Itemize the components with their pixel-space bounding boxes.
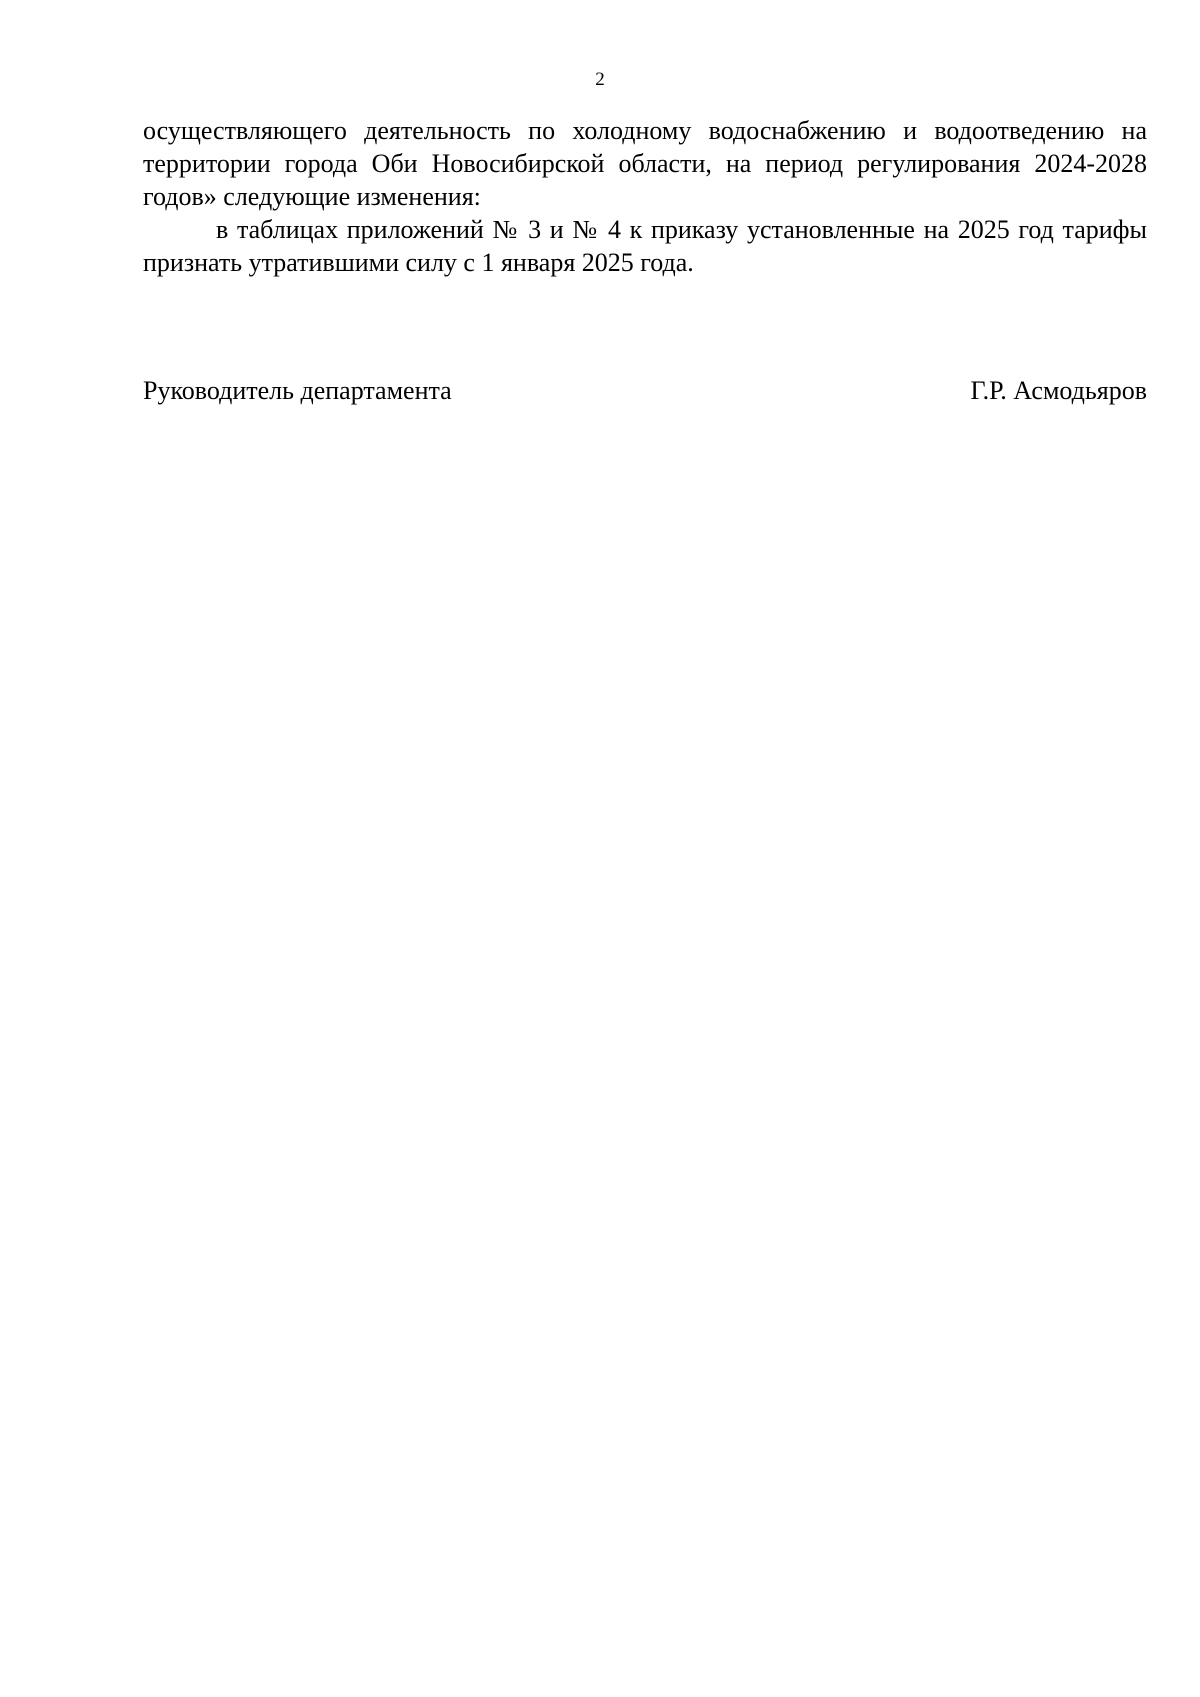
signature-block xyxy=(143,374,1147,407)
page-number: 2 xyxy=(595,69,605,90)
document-body xyxy=(143,114,1147,279)
paragraph-amendment: в таблицах приложений № 3 и № 4 к приказу установленные на 2025 год тарифы признать утратившими силу с 1 января 2025 года. xyxy=(143,215,1147,277)
signatory-name: Г.Р. Асмодьяров xyxy=(970,376,1147,405)
paragraph-continuation: осуществляющего деятельность по холодному водоснабжению и водоотведению на территории города Оби Новосибирской области, на период регулирования 2024-2028 годов» следующие изменения: xyxy=(143,116,1147,211)
signatory-position: Руководитель департамента xyxy=(143,376,452,405)
